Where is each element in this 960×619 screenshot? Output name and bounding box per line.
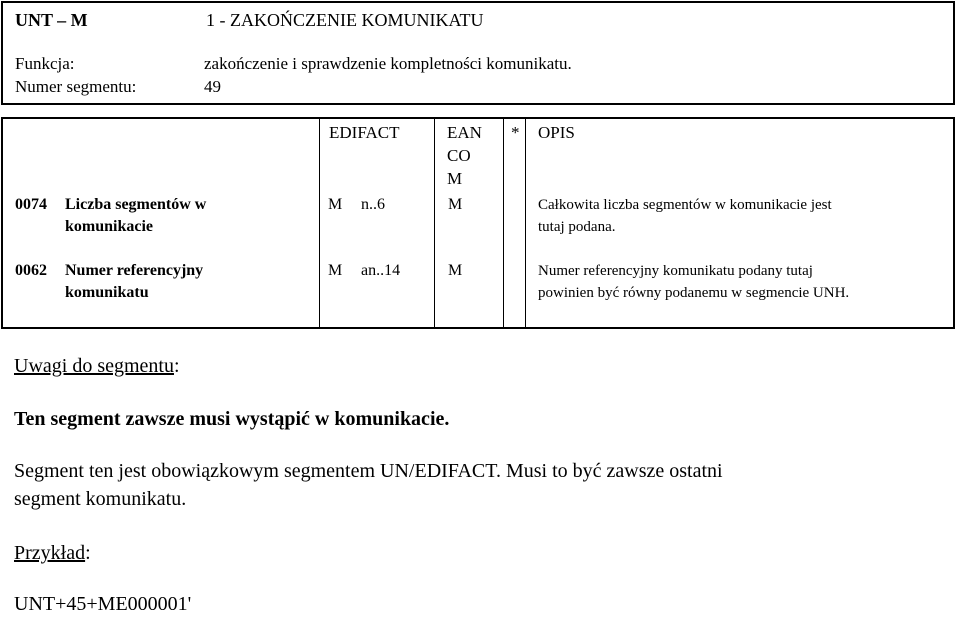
segment-number-value: 49 bbox=[204, 77, 221, 96]
data-elements-table bbox=[1, 117, 955, 329]
column-header-opis: OPIS bbox=[538, 123, 575, 142]
row-status: M bbox=[328, 196, 343, 213]
example-value: UNT+45+ME000001' bbox=[14, 593, 192, 615]
row-description-line2: powinien być równy podanemu w segmencie UNH. bbox=[538, 285, 850, 301]
function-value: zakończenie i sprawdzenie kompletności komunikatu. bbox=[204, 54, 572, 73]
column-header-ean-line3: M bbox=[447, 169, 463, 188]
column-header-edifact: EDIFACT bbox=[329, 123, 400, 142]
row-code: 0062 bbox=[15, 262, 47, 279]
segment-title: 1 - ZAKOŃCZENIE KOMUNIKATU bbox=[206, 10, 484, 30]
remarks-colon: : bbox=[173, 355, 180, 377]
row-format: n..6 bbox=[361, 196, 385, 213]
segment-header-box bbox=[1, 1, 955, 105]
column-header-ean-line2: CO bbox=[447, 146, 471, 165]
column-divider bbox=[319, 119, 320, 327]
example-heading bbox=[14, 542, 91, 565]
note-line2: segment komunikatu. bbox=[14, 488, 187, 510]
note-line1: Segment ten jest obowiązkowym segmentem UN/EDIFACT. Musi to być zawsze ostatni bbox=[14, 460, 723, 482]
column-divider bbox=[434, 119, 435, 327]
example-colon: : bbox=[85, 542, 91, 564]
column-divider bbox=[525, 119, 526, 327]
row-format: an..14 bbox=[361, 262, 401, 279]
segment-number-label: Numer segmentu: bbox=[15, 77, 137, 96]
row-status: M bbox=[328, 262, 343, 279]
row-name-line2: komunikacie bbox=[65, 218, 154, 235]
row-name-line1: Liczba segmentów w bbox=[65, 196, 207, 213]
mandatory-note: Ten segment zawsze musi wystąpić w komunikacie. bbox=[14, 408, 450, 430]
row-description-line2: tutaj podana. bbox=[538, 219, 616, 235]
remarks-heading bbox=[14, 355, 180, 378]
row-name-line1: Numer referencyjny bbox=[65, 262, 204, 279]
row-ean-status: M bbox=[448, 262, 463, 279]
column-header-ean-line1: EAN bbox=[447, 123, 482, 142]
column-divider bbox=[503, 119, 504, 327]
example-label: Przykład bbox=[14, 542, 86, 564]
segment-tag: UNT – M bbox=[15, 10, 88, 30]
row-description-line1: Numer referencyjny komunikatu podany tutaj bbox=[538, 263, 813, 279]
row-code: 0074 bbox=[15, 196, 47, 213]
row-ean-status: M bbox=[448, 196, 463, 213]
row-name-line2: komunikatu bbox=[65, 284, 149, 301]
row-description-line1: Całkowita liczba segmentów w komunikacie jest bbox=[538, 197, 832, 213]
function-label: Funkcja: bbox=[15, 54, 75, 73]
remarks-label: Uwagi do segmentu bbox=[14, 355, 174, 377]
column-header-star: * bbox=[511, 123, 520, 142]
